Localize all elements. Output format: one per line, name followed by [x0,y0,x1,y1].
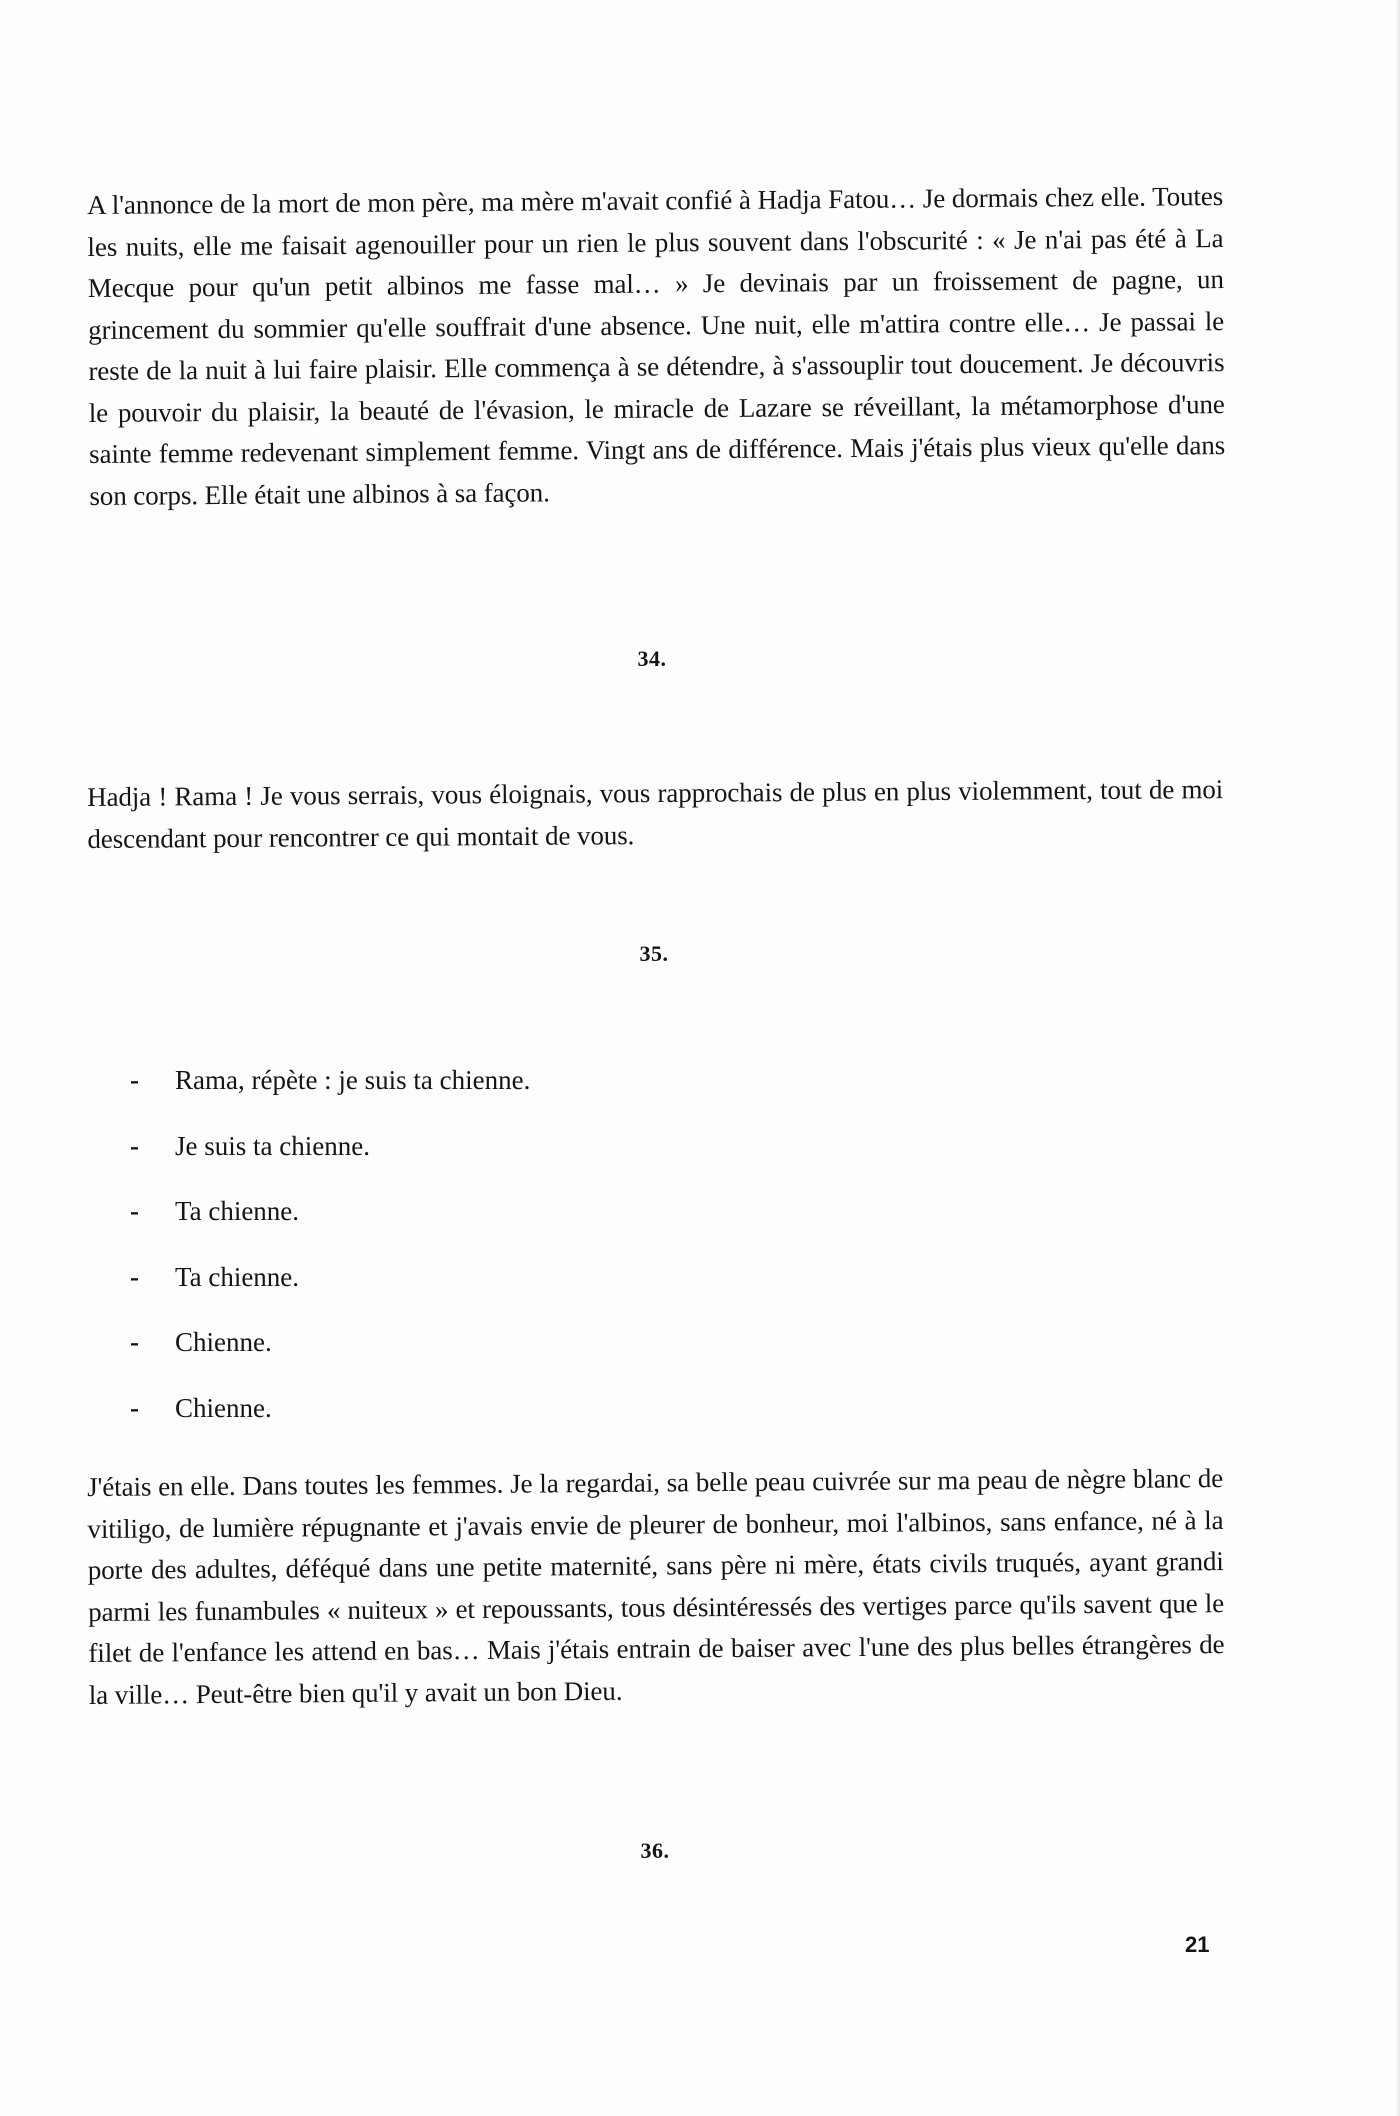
dialogue-text: Ta chienne. [175,1261,300,1292]
dialogue-line [130,1257,530,1323]
dialogue-dash: - [130,1065,139,1095]
paragraph-en-elle: J'étais en elle. Dans toutes les femmes. Je la regardai, sa belle peau cuivrée sur ma peau de nègre blanc de vitiligo, de lumière répugnante et j'avais envie de pleurer de bonheur, moi l'albinos, sans enfance, né à la porte des adultes, déféqué dans une petite maternité, sans père ni mère, états civils truqués, ayant grandi parmi les funambules « nuiteux » et repoussants, tous désintéressés des vertiges parce qu'ils savent que le filet de l'enfance les attend en bas… Mais j'étais entrain de baiser avec l'une des plus belles étrangères de la ville… Peut-être bien qu'il y avait un bon Dieu. [87,1463,1225,1710]
paragraph-hadja-fatou: A l'annonce de la mort de mon père, ma mère m'avait confié à Hadja Fatou… Je dormais chez elle. Toutes les nuits, elle me faisait agenouiller pour un rien le plus souvent dans l'obscurité : « Je n'ai pas été à La Mecque pour qu'un petit albinos me fasse mal… » Je devinais par un froissement de pagne, un grincement du sommier qu'elle souffrait d'une absence. Une nuit, elle m'attira contre elle… Je passai le reste de la nuit à lui faire plaisir. Elle commença à se détendre, à s'assouplir tout doucement. Je découvris le pouvoir du plaisir, la beauté de l'évasion, le miracle de Lazare se réveillant, la métamorphose d'une sainte femme redevenant simplement femme. Vingt ans de différence. Mais j'étais plus vieux qu'elle dans son corps. Elle était une albinos à sa façon. [87,181,1226,511]
section-number-34: 34. [637,646,667,671]
dialogue-line [130,1191,530,1257]
dialogue-line [130,1322,530,1388]
page-number: 21 [1185,1932,1210,1957]
dialogue-dash: - [130,1261,139,1292]
dialogue-text: Rama, répète : je suis ta chienne. [175,1065,531,1095]
dialogue-dash: - [130,1130,139,1161]
dialogue-dash: - [130,1392,139,1423]
paragraph-hadja-rama: Hadja ! Rama ! Je vous serrais, vous éloignais, vous rapprochais de plus en plus violemment, tout de moi descendant pour rencontrer ce qui montait de vous. [87,774,1224,854]
dialogue-text: Ta chienne. [175,1196,300,1226]
dialogue-line [130,1388,530,1454]
dialogue-line [130,1060,530,1126]
dialogue-list [130,1060,530,1453]
section-number-35: 35. [639,941,669,966]
section-number-36: 36. [640,1838,670,1863]
page-edge-shadow [1396,0,1400,2116]
dialogue-text: Chienne. [175,1392,272,1423]
dialogue-text: Chienne. [175,1327,272,1357]
dialogue-text: Je suis ta chienne. [175,1130,370,1161]
dialogue-dash: - [130,1327,139,1357]
dialogue-line [130,1126,530,1192]
dialogue-dash: - [130,1196,139,1226]
